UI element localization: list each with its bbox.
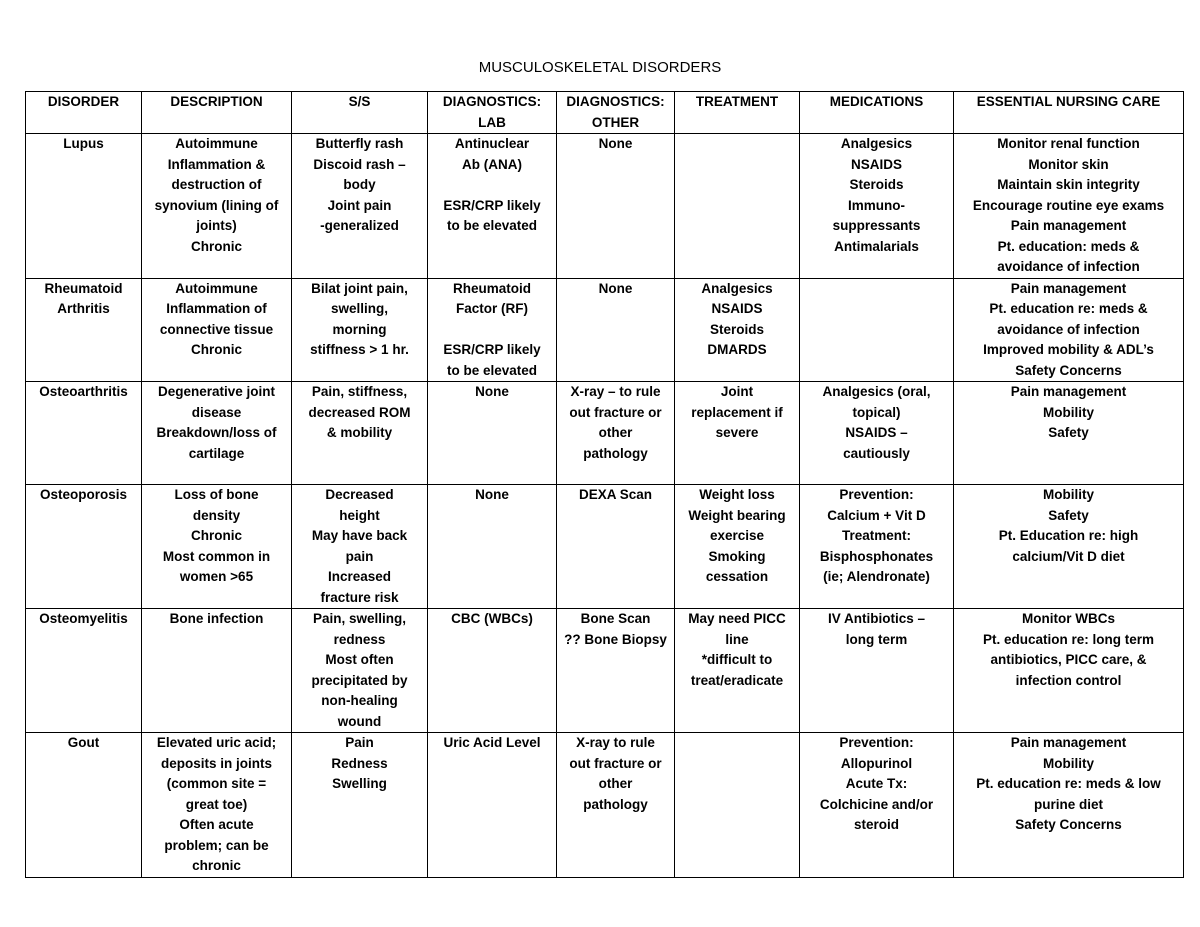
cell-line: Monitor skin — [1028, 156, 1109, 172]
cell-line: Chronic — [190, 238, 242, 254]
cell-line: avoidance of infection — [997, 321, 1140, 337]
cell-line: stiffness > 1 hr. — [310, 342, 409, 357]
cell-medications — [800, 382, 954, 485]
cell-description — [142, 134, 292, 279]
cell-line: Steroids — [849, 177, 904, 192]
cell-line: non-healing — [321, 693, 398, 708]
cell-line: Safety — [1048, 507, 1089, 523]
cell-line: None — [598, 136, 633, 151]
cell-line: Bone infection — [169, 611, 264, 626]
cell-line: synovium (lining of — [154, 197, 279, 213]
cell-line: Pain, stiffness, — [311, 384, 408, 399]
cell-line: ESR/CRP likely — [443, 342, 541, 357]
cell-line: Pt. education: meds & — [997, 238, 1140, 254]
cell-line: Prevention: — [839, 735, 914, 750]
table-row — [26, 733, 1184, 878]
cell-medications — [800, 278, 954, 382]
cell-line: severe — [715, 425, 759, 440]
cell-signs-symptoms — [292, 134, 428, 279]
cell-line: Loss of bone — [174, 487, 259, 502]
cell-line: Monitor WBCs — [1022, 611, 1115, 626]
cell-line: May have back — [311, 528, 408, 543]
cell-line: Most common in — [162, 548, 271, 564]
cell-line: pain — [345, 548, 374, 564]
cell-line: DESCRIPTION — [170, 94, 263, 109]
cell-line: cautiously — [843, 445, 910, 461]
cell-line: (common site = — [166, 776, 267, 791]
cell-line: redness — [333, 631, 386, 647]
cell-disorder — [26, 485, 142, 609]
cell-line: None — [598, 280, 633, 296]
cell-line: long term — [845, 631, 908, 647]
cell-line: Pt. education re: meds & — [989, 301, 1148, 316]
cell-line: treat/eradicate — [690, 672, 784, 688]
header-row — [26, 92, 1184, 134]
cell-line: Redness — [331, 755, 388, 771]
cell-line: Maintain skin integrity — [997, 177, 1140, 192]
header-signs-symptoms — [292, 92, 428, 134]
cell-signs-symptoms — [292, 609, 428, 733]
cell-line: decreased ROM — [308, 404, 411, 420]
cell-line: avoidance of infection — [997, 259, 1140, 274]
cell-line: women >65 — [179, 569, 254, 584]
cell-nursing-care — [954, 382, 1184, 485]
cell-line: Lupus — [63, 136, 104, 151]
cell-diagnostics-lab — [428, 278, 557, 382]
cell-line: MEDICATIONS — [829, 94, 924, 109]
cell-line: topical) — [852, 404, 901, 420]
blank-line — [431, 320, 553, 341]
cell-treatment — [675, 609, 800, 733]
cell-line: Autoimmune — [175, 280, 258, 296]
cell-line: Inflammation & — [167, 156, 266, 172]
table-row — [26, 485, 1184, 609]
cell-line: LAB — [478, 114, 506, 130]
cell-line: DISORDER — [47, 94, 120, 109]
cell-line: Safety Concerns — [1015, 817, 1122, 832]
cell-line: wound — [337, 713, 382, 729]
cell-diagnostics-lab — [428, 382, 557, 485]
cell-line: Acute Tx: — [845, 776, 908, 791]
cell-line: & mobility — [326, 425, 393, 440]
cell-line: Rheumatoid — [44, 280, 123, 296]
cell-line: purine diet — [1033, 796, 1103, 812]
cell-line: chronic — [192, 858, 241, 873]
cell-line: Pain — [345, 735, 374, 750]
cell-line: replacement if — [691, 404, 783, 420]
cell-disorder — [26, 609, 142, 733]
cell-line: Chronic — [190, 342, 242, 357]
cell-line: disease — [191, 404, 242, 420]
cell-line: Pt. Education re: high — [998, 528, 1139, 543]
cell-signs-symptoms — [292, 733, 428, 878]
cell-diagnostics-other — [557, 609, 675, 733]
cell-disorder — [26, 134, 142, 279]
cell-diagnostics-lab — [428, 134, 557, 279]
cell-medications — [800, 485, 954, 609]
cell-line: Bilat joint pain, — [311, 280, 408, 296]
cell-line: Ab (ANA) — [462, 156, 522, 172]
table-body — [26, 134, 1184, 878]
cell-line: other — [598, 776, 633, 791]
cell-line: Elevated uric acid; — [156, 735, 277, 750]
cell-line: suppressants — [832, 218, 921, 233]
cell-line: Pt. education re: meds & low — [976, 776, 1161, 791]
table-row — [26, 134, 1184, 279]
cell-line: destruction of — [171, 177, 262, 192]
header-nursing-care — [954, 92, 1184, 134]
cell-line: Pain, swelling, — [312, 611, 407, 626]
cell-nursing-care — [954, 733, 1184, 878]
cell-line: Improved mobility & ADL’s — [983, 342, 1154, 357]
cell-line: Degenerative joint — [157, 384, 276, 399]
cell-line: -generalized — [320, 218, 399, 233]
cell-line: Mobility — [1043, 487, 1094, 502]
cell-line: out fracture or — [569, 404, 662, 420]
cell-medications — [800, 609, 954, 733]
cell-line: infection control — [1015, 672, 1122, 688]
cell-line: precipitated by — [311, 672, 408, 688]
cell-line: Decreased — [325, 487, 394, 502]
cell-medications — [800, 733, 954, 878]
cell-line: Increased — [327, 569, 392, 584]
cell-line: antibiotics, PICC care, & — [990, 652, 1147, 667]
table-row — [26, 609, 1184, 733]
cell-line: Steroids — [709, 321, 764, 337]
cell-line: Mobility — [1043, 404, 1094, 420]
cell-line: Pain management — [1010, 218, 1127, 233]
cell-line: fracture risk — [320, 589, 399, 605]
cell-line: Autoimmune — [175, 136, 258, 151]
cell-treatment — [675, 382, 800, 485]
page-title: MUSCULOSKELETAL DISORDERS — [478, 59, 722, 76]
cell-line: Osteoarthritis — [39, 384, 128, 399]
cell-line: density — [192, 507, 241, 523]
cell-diagnostics-other — [557, 134, 675, 279]
cell-treatment — [675, 278, 800, 382]
cell-medications — [800, 134, 954, 279]
cell-line: Colchicine and/or — [819, 796, 934, 812]
cell-line: pathology — [583, 796, 648, 812]
cell-line: height — [339, 507, 380, 523]
cell-diagnostics-lab — [428, 609, 557, 733]
cell-line: to be elevated — [446, 362, 538, 378]
cell-disorder — [26, 278, 142, 382]
cell-line: Encourage routine eye exams — [972, 197, 1165, 213]
cell-line: exercise — [709, 528, 765, 543]
cell-line: body — [343, 177, 376, 192]
cell-line: great toe) — [185, 796, 248, 812]
cell-line: Safety — [1048, 425, 1089, 440]
cell-line: Antinuclear — [454, 136, 530, 151]
cell-line: Swelling — [332, 776, 387, 791]
cell-line: to be elevated — [446, 218, 538, 233]
cell-line: NSAIDS — [850, 156, 902, 172]
cell-line: None — [475, 487, 509, 502]
header-description — [142, 92, 292, 134]
cell-line: Butterfly rash — [315, 136, 404, 151]
cell-disorder — [26, 382, 142, 485]
header-medications — [800, 92, 954, 134]
cell-line: Calcium + Vit D — [827, 507, 926, 523]
cell-line: Factor (RF) — [456, 301, 528, 316]
cell-line: Allopurinol — [840, 755, 913, 771]
cell-line: Osteoporosis — [39, 487, 128, 502]
header-diagnostics-other — [557, 92, 675, 134]
cell-disorder — [26, 733, 142, 878]
cell-line: Chronic — [190, 528, 242, 543]
cell-line: CBC (WBCs) — [451, 611, 533, 626]
cell-line: swelling, — [330, 301, 388, 316]
cell-line: TREATMENT — [695, 94, 779, 109]
cell-line: Often acute — [179, 817, 254, 832]
cell-line: morning — [332, 321, 387, 337]
header-diagnostics-lab — [428, 92, 557, 134]
cell-line: IV Antibiotics – — [827, 611, 925, 626]
cell-line: Antimalarials — [834, 238, 919, 254]
cell-nursing-care — [954, 134, 1184, 279]
table-row — [26, 382, 1184, 485]
cell-treatment — [675, 733, 800, 878]
cell-line: Analgesics — [701, 280, 773, 296]
cell-description — [142, 609, 292, 733]
cell-line: Smoking — [708, 548, 766, 564]
cell-diagnostics-lab — [428, 733, 557, 878]
cell-description — [142, 278, 292, 382]
cell-line: None — [475, 384, 509, 399]
cell-line: Pain management — [1010, 735, 1127, 750]
cell-line: pathology — [583, 445, 648, 461]
cell-description — [142, 733, 292, 878]
cell-line: Bisphosphonates — [819, 548, 934, 564]
cell-line: Pt. education re: long term — [982, 631, 1155, 647]
cell-line: DEXA Scan — [578, 487, 653, 502]
cell-diagnostics-other — [557, 733, 675, 878]
cell-line: Most often — [325, 652, 394, 667]
cell-line: ?? Bone Biopsy — [564, 631, 667, 647]
cell-line: NSAIDS — [711, 301, 763, 316]
cell-line: Pain management — [1010, 280, 1127, 296]
cell-line: X-ray to rule — [576, 735, 655, 750]
cell-signs-symptoms — [292, 485, 428, 609]
cell-nursing-care — [954, 609, 1184, 733]
cell-line: X-ray – to rule — [570, 384, 661, 399]
cell-line: (ie; Alendronate) — [823, 569, 930, 584]
cell-line: cartilage — [188, 445, 245, 461]
cell-line: cessation — [705, 569, 769, 584]
cell-line: problem; can be — [164, 837, 269, 853]
cell-line: Osteomyelitis — [39, 611, 128, 626]
cell-line: Arthritis — [57, 301, 110, 316]
cell-line: Joint — [720, 384, 754, 399]
cell-line: calcium/Vit D diet — [1012, 548, 1125, 564]
cell-line: Breakdown/loss of — [156, 425, 277, 440]
cell-line: NSAIDS – — [845, 425, 908, 440]
disorders-table — [25, 91, 1184, 878]
cell-diagnostics-other — [557, 278, 675, 382]
cell-line: Joint pain — [327, 197, 392, 213]
cell-line: line — [725, 631, 749, 647]
table-row — [26, 278, 1184, 382]
cell-line: connective tissue — [159, 321, 274, 337]
cell-line: steroid — [853, 817, 899, 832]
cell-diagnostics-other — [557, 485, 675, 609]
cell-description — [142, 382, 292, 485]
cell-line: joints) — [196, 218, 237, 233]
cell-line: Monitor renal function — [997, 136, 1140, 151]
cell-description — [142, 485, 292, 609]
cell-line: Mobility — [1043, 755, 1094, 771]
cell-line: Discoid rash – — [313, 156, 406, 172]
cell-diagnostics-lab — [428, 485, 557, 609]
cell-treatment — [675, 134, 800, 279]
header-disorder — [26, 92, 142, 134]
cell-line: Rheumatoid — [452, 280, 531, 296]
cell-line: ESR/CRP likely — [443, 197, 541, 213]
cell-signs-symptoms — [292, 278, 428, 382]
cell-line: May need PICC — [688, 611, 786, 626]
cell-line: *difficult to — [701, 652, 773, 667]
blank-line — [431, 175, 553, 196]
cell-line: DMARDS — [707, 342, 767, 357]
cell-line: deposits in joints — [160, 755, 272, 771]
cell-line: Analgesics (oral, — [822, 384, 931, 399]
cell-line: Gout — [67, 735, 100, 750]
cell-nursing-care — [954, 278, 1184, 382]
cell-line: ESSENTIAL NURSING CARE — [976, 94, 1161, 109]
header-treatment — [675, 92, 800, 134]
cell-line: Immuno- — [848, 197, 905, 213]
cell-diagnostics-other — [557, 382, 675, 485]
cell-line: Safety Concerns — [1015, 362, 1122, 378]
cell-line: Treatment: — [841, 528, 912, 543]
cell-nursing-care — [954, 485, 1184, 609]
cell-line: OTHER — [591, 114, 640, 130]
cell-line: Pain management — [1010, 384, 1127, 399]
cell-line: Bone Scan — [580, 611, 651, 626]
cell-line: Inflammation of — [166, 301, 267, 316]
cell-line: Prevention: — [839, 487, 914, 502]
cell-line: out fracture or — [569, 755, 662, 771]
cell-line: Weight loss — [699, 487, 775, 502]
cell-treatment — [675, 485, 800, 609]
cell-line: other — [598, 425, 633, 440]
cell-line: S/S — [348, 94, 371, 109]
cell-line: Weight bearing — [688, 507, 786, 523]
cell-line: DIAGNOSTICS: — [442, 94, 542, 109]
cell-line: DIAGNOSTICS: — [566, 94, 665, 109]
cell-signs-symptoms — [292, 382, 428, 485]
cell-line: Analgesics — [840, 136, 913, 151]
cell-line: Uric Acid Level — [443, 735, 541, 750]
